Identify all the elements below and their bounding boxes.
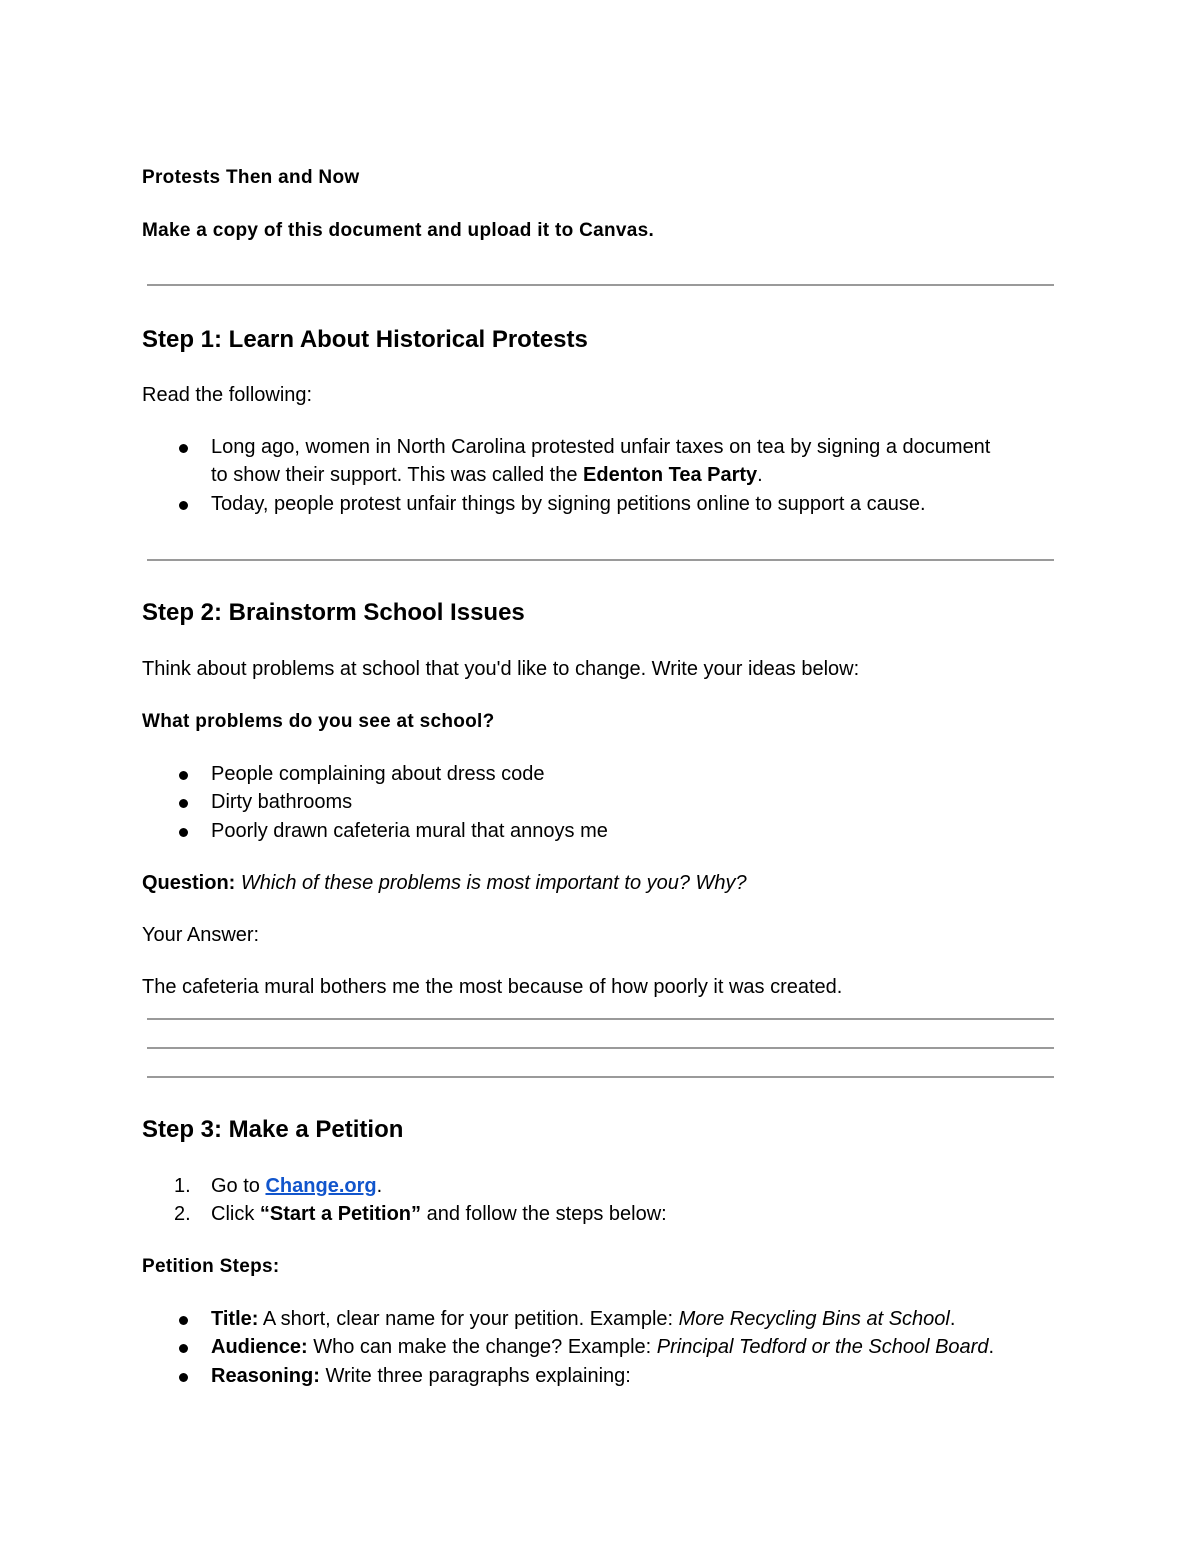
- list-number: 2.: [174, 1203, 191, 1225]
- reasoning-label: Reasoning:: [211, 1365, 320, 1387]
- question-label: Question:: [142, 872, 236, 894]
- title-label: Title:: [211, 1308, 259, 1330]
- question-text: Which of these problems is most important to you? Why?: [240, 872, 747, 894]
- petition-step-title: [211, 1308, 955, 1331]
- edenton-tea-party: Edenton Tea Party: [583, 464, 758, 486]
- title-end: .: [949, 1308, 956, 1330]
- audience-end: .: [988, 1336, 995, 1358]
- divider: [147, 559, 1054, 561]
- bullet-icon: [179, 828, 188, 837]
- list-item: Dirty bathrooms: [211, 791, 353, 813]
- bullet1-text: to show their support. This was called the: [211, 464, 584, 486]
- audience-text: Who can make the change? Example:: [307, 1336, 657, 1358]
- item2-end: and follow the steps below:: [421, 1203, 667, 1225]
- bullet-icon: [179, 771, 188, 780]
- change-org-link[interactable]: Change.org: [265, 1175, 377, 1197]
- doc-instruction: Make a copy of this document and upload it to Canvas.: [142, 220, 655, 241]
- petition-step-audience: [211, 1336, 994, 1359]
- step1-intro: Read the following:: [142, 384, 313, 406]
- step3-item1: [211, 1175, 382, 1198]
- step2-heading: Step 2: Brainstorm School Issues: [142, 599, 525, 626]
- bullet-icon: [179, 501, 188, 510]
- list-number: 1.: [174, 1175, 191, 1197]
- petition-steps-heading: Petition Steps:: [142, 1256, 280, 1277]
- question: [142, 872, 747, 895]
- bullet-icon: [179, 1373, 188, 1382]
- step2-intro: Think about problems at school that you'd like to change. Write your ideas below:: [142, 658, 860, 680]
- petition-step-reasoning: [211, 1365, 631, 1388]
- answer-label: Your Answer:: [142, 924, 260, 946]
- problems-heading: What problems do you see at school?: [142, 711, 495, 732]
- bullet-icon: [179, 799, 188, 808]
- step1-bullet1-line1: Long ago, women in North Carolina protested unfair taxes on tea by signing a document: [211, 436, 991, 458]
- answer-text: The cafeteria mural bothers me the most because of how poorly it was created.: [142, 976, 843, 998]
- bullet-icon: [179, 444, 188, 453]
- divider: [147, 284, 1054, 286]
- answer-line: [147, 1018, 1054, 1020]
- item1-text: Go to: [211, 1175, 266, 1197]
- bullet1-end: .: [757, 464, 763, 486]
- step1-bullet1-line2: [211, 464, 763, 487]
- item1-end: .: [376, 1175, 383, 1197]
- audience-example: Principal Tedford or the School Board: [656, 1336, 989, 1358]
- answer-line: [147, 1076, 1054, 1078]
- bullet-icon: [179, 1344, 188, 1353]
- step3-item2: [211, 1203, 667, 1226]
- start-petition-text: “Start a Petition”: [259, 1203, 422, 1225]
- list-item: People complaining about dress code: [211, 763, 545, 785]
- step3-heading: Step 3: Make a Petition: [142, 1116, 404, 1143]
- answer-line: [147, 1047, 1054, 1049]
- title-example: More Recycling Bins at School: [678, 1308, 950, 1330]
- list-item: Poorly drawn cafeteria mural that annoys me: [211, 820, 608, 842]
- audience-label: Audience:: [211, 1336, 308, 1358]
- step1-bullet2: Today, people protest unfair things by signing petitions online to support a cause.: [211, 493, 926, 515]
- reasoning-text: Write three paragraphs explaining:: [319, 1365, 631, 1387]
- step1-heading: Step 1: Learn About Historical Protests: [142, 326, 588, 353]
- doc-title: Protests Then and Now: [142, 167, 360, 188]
- item2-text: Click: [211, 1203, 260, 1225]
- title-text: A short, clear name for your petition. Example:: [258, 1308, 679, 1330]
- bullet-icon: [179, 1316, 188, 1325]
